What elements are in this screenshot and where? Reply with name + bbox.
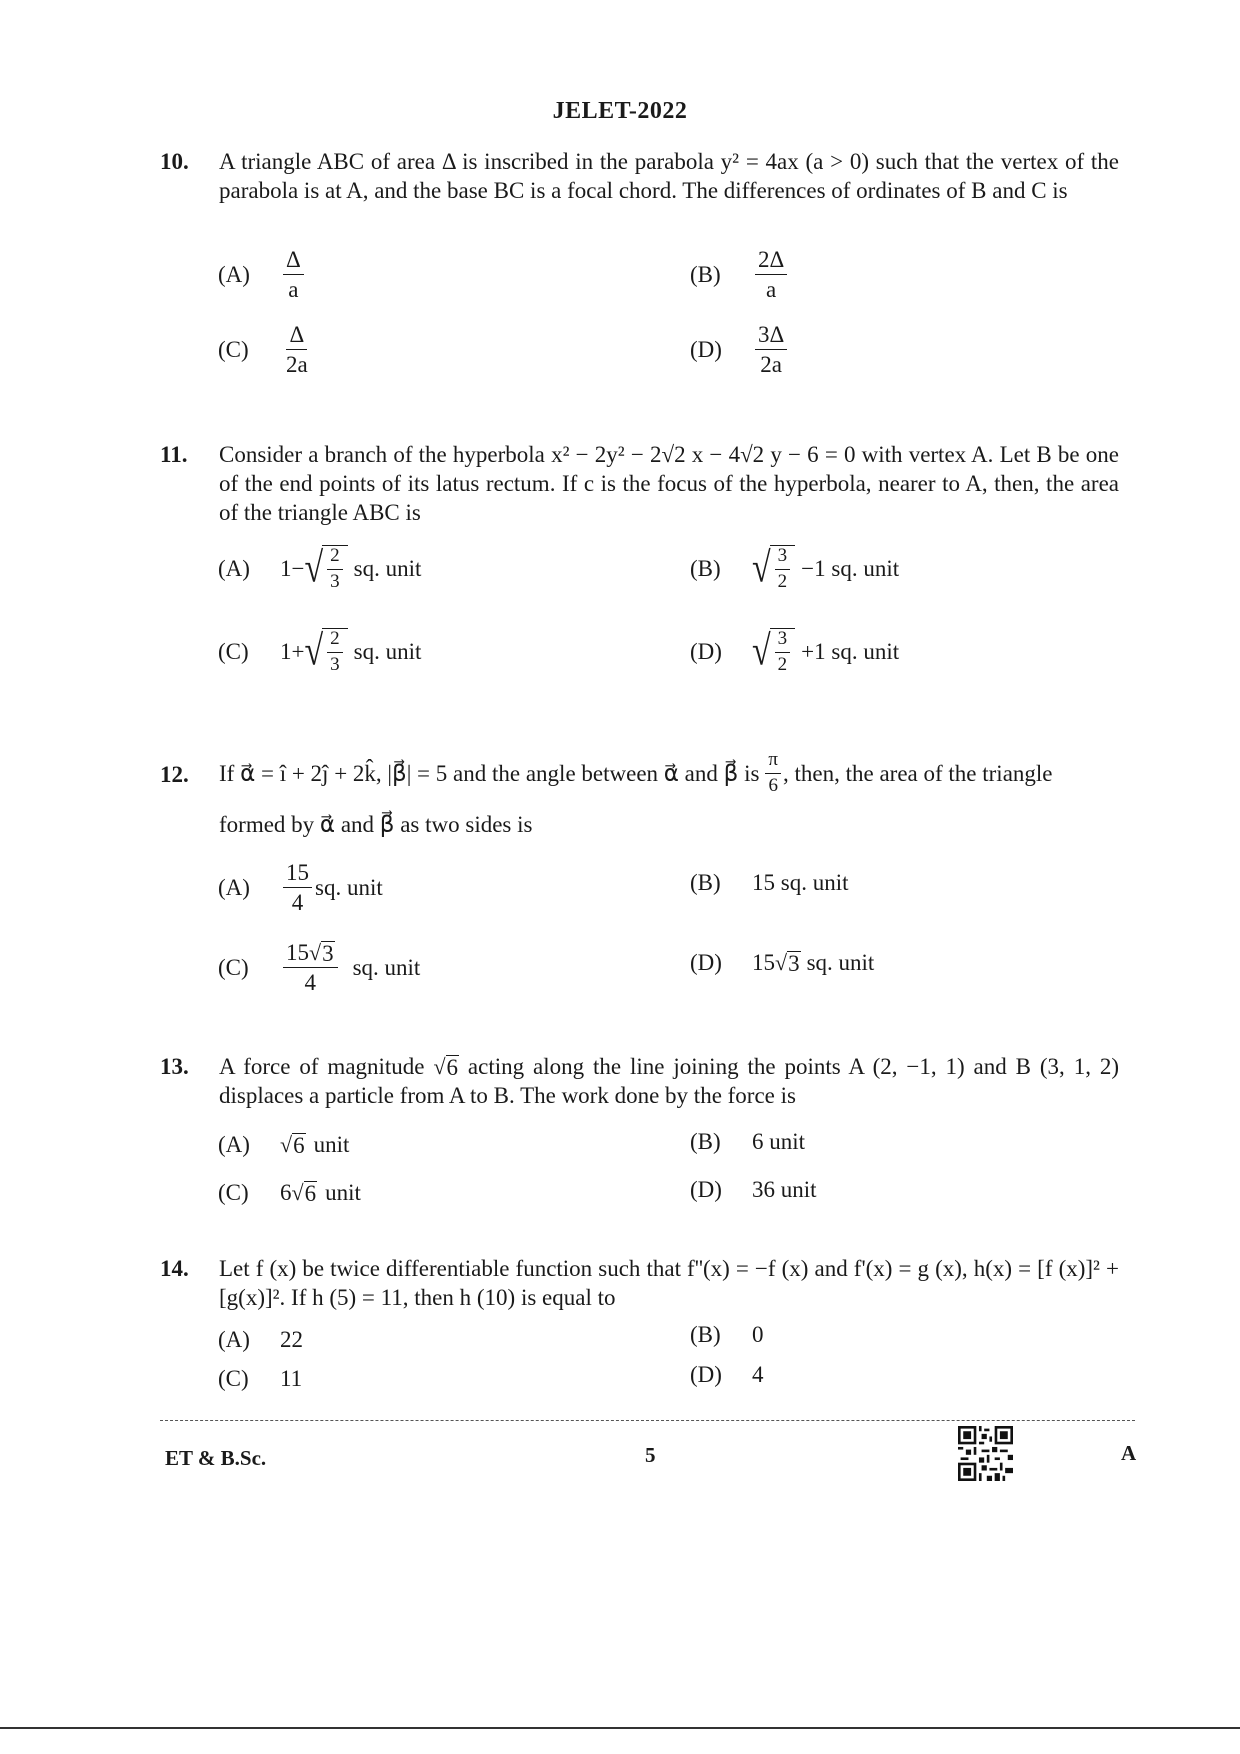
fraction: 15 √ 3 4 <box>283 940 338 996</box>
option-label: (D) <box>690 950 722 975</box>
option-14-a[interactable]: (A) 22 <box>218 1327 303 1352</box>
question-text: A force of magnitude √ 6 acting along the line joining the points A (2, −1, 1) and B (3, 1, 2) displaces a particle from A to B. The work done by the force is <box>219 1054 1120 1108</box>
fraction: $\frac{\Delta}{a}$ <box>283 247 304 303</box>
option-10-c[interactable] <box>218 322 314 378</box>
fraction: $\frac{\Delta}{2a}$ <box>286 322 308 378</box>
question-text: If α⃗ = î + 2ĵ + 2k̂, |β⃗| = 5 and the angle between α⃗ and β⃗ is $\frac{\pi}{6}$ , then, the area of the triangle <box>219 749 1053 796</box>
option-13-d[interactable]: (D) 36 unit <box>690 1177 817 1202</box>
option-11-b[interactable]: (B) √ $\frac{3}{2}$ −1 sq. unit <box>690 545 900 592</box>
option-14-d[interactable]: (D) 4 <box>690 1362 764 1387</box>
page-title: JELET-2022 <box>552 98 688 124</box>
option-label: (B) <box>690 1322 721 1347</box>
option-10-a[interactable] <box>218 247 307 303</box>
option-label: (D) <box>690 1362 722 1387</box>
square-root: √ $\frac{3}{2}$ <box>752 545 795 593</box>
option-label: (D) <box>690 336 722 362</box>
option-label: (C) <box>218 954 249 980</box>
option-label: (C) <box>218 336 249 362</box>
option-label: (B) <box>690 261 721 287</box>
footer-course: ET & B.Sc. <box>165 1446 267 1470</box>
page-number: 5 <box>645 1443 656 1467</box>
option-12-d[interactable]: (D) 15 √ 3 sq. unit <box>690 950 875 976</box>
question-text-line2: formed by α⃗ and β⃗ as two sides is <box>219 812 533 837</box>
option-14-b[interactable]: (B) 0 <box>690 1322 764 1347</box>
option-12-c[interactable]: (C) 15 √ 3 4 sq. unit <box>218 940 421 996</box>
question-number: 13. <box>160 1054 189 1079</box>
option-label: (A) <box>218 1327 250 1352</box>
set-code: A <box>1121 1441 1137 1465</box>
option-label: (C) <box>218 1180 249 1205</box>
option-11-a[interactable]: (A) 1− √ $\frac{2}{3}$ sq. unit <box>218 545 422 592</box>
question-text: Consider a branch of the hyperbola x² − 2y² − 2√2 x − 4√2 y − 6 = 0 with vertex A. Let B be one of the end points of its latus rectum. If c is the focus of the hyperbola, nearer to A, then, the area of the triangle ABC is <box>219 442 1119 525</box>
option-label: (C) <box>218 1366 249 1391</box>
question-12 <box>160 750 1120 840</box>
option-12-b[interactable]: (B) 15 sq. unit <box>690 870 849 895</box>
question-number: 12. <box>160 762 189 787</box>
option-11-d[interactable]: (D) √ $\frac{3}{2}$ +1 sq. unit <box>690 628 900 675</box>
option-13-c[interactable]: (C) 6 √ 6 unit <box>218 1180 361 1206</box>
option-11-c[interactable]: (C) 1+ √ $\frac{2}{3}$ sq. unit <box>218 628 422 675</box>
option-label: (A) <box>218 1132 250 1157</box>
option-label: (C) <box>218 638 249 664</box>
option-14-c[interactable]: (C) 11 <box>218 1366 303 1391</box>
option-label: (A) <box>218 261 250 287</box>
option-label: (A) <box>218 874 250 900</box>
question-11 <box>160 440 1120 530</box>
question-14 <box>160 1254 1120 1314</box>
option-12-a[interactable]: (A) $\frac{15}{4}$ sq. unit <box>218 860 383 916</box>
question-13 <box>160 1052 1120 1112</box>
square-root: √ $\frac{3}{2}$ <box>752 628 795 676</box>
option-label: (B) <box>690 1129 721 1154</box>
option-13-b[interactable]: (B) 6 unit <box>690 1129 806 1154</box>
question-number: 11. <box>160 442 188 467</box>
fraction: $\frac{3\Delta}{2a}$ <box>755 322 787 378</box>
square-root: √ $\frac{2}{3}$ <box>304 628 347 676</box>
option-label: (B) <box>690 555 721 581</box>
footer-divider <box>160 1420 1135 1421</box>
bottom-scan-edge <box>0 1727 1240 1729</box>
question-number: 14. <box>160 1256 189 1281</box>
option-13-a[interactable]: (A) √ 6 unit <box>218 1132 350 1158</box>
option-label: (D) <box>690 638 722 664</box>
option-label: (A) <box>218 555 250 581</box>
option-label: (B) <box>690 870 721 895</box>
square-root: √ $\frac{2}{3}$ <box>304 545 347 593</box>
option-10-b[interactable] <box>690 247 790 303</box>
option-10-d[interactable] <box>690 322 790 378</box>
qr-code-icon <box>958 1426 1013 1481</box>
option-label: (D) <box>690 1177 722 1202</box>
question-number: 10. <box>160 149 189 174</box>
fraction: $\frac{15}{4}$ <box>283 860 312 916</box>
question-10 <box>160 147 1120 217</box>
fraction: $\frac{2\Delta}{a}$ <box>755 247 787 303</box>
question-text: Let f (x) be twice differentiable function such that f''(x) = −f (x) and f'(x) = g (x), h(x) = [f (x)]² + [g(x)]². If h (5) = 11, then h (10) is equal to <box>219 1256 1119 1310</box>
question-text: A triangle ABC of area Δ is inscribed in the parabola y² = 4ax (a > 0) such that the vertex of the parabola is at A, and the base BC is a focal chord. The differences of ordinates of B and C is <box>219 149 1119 203</box>
